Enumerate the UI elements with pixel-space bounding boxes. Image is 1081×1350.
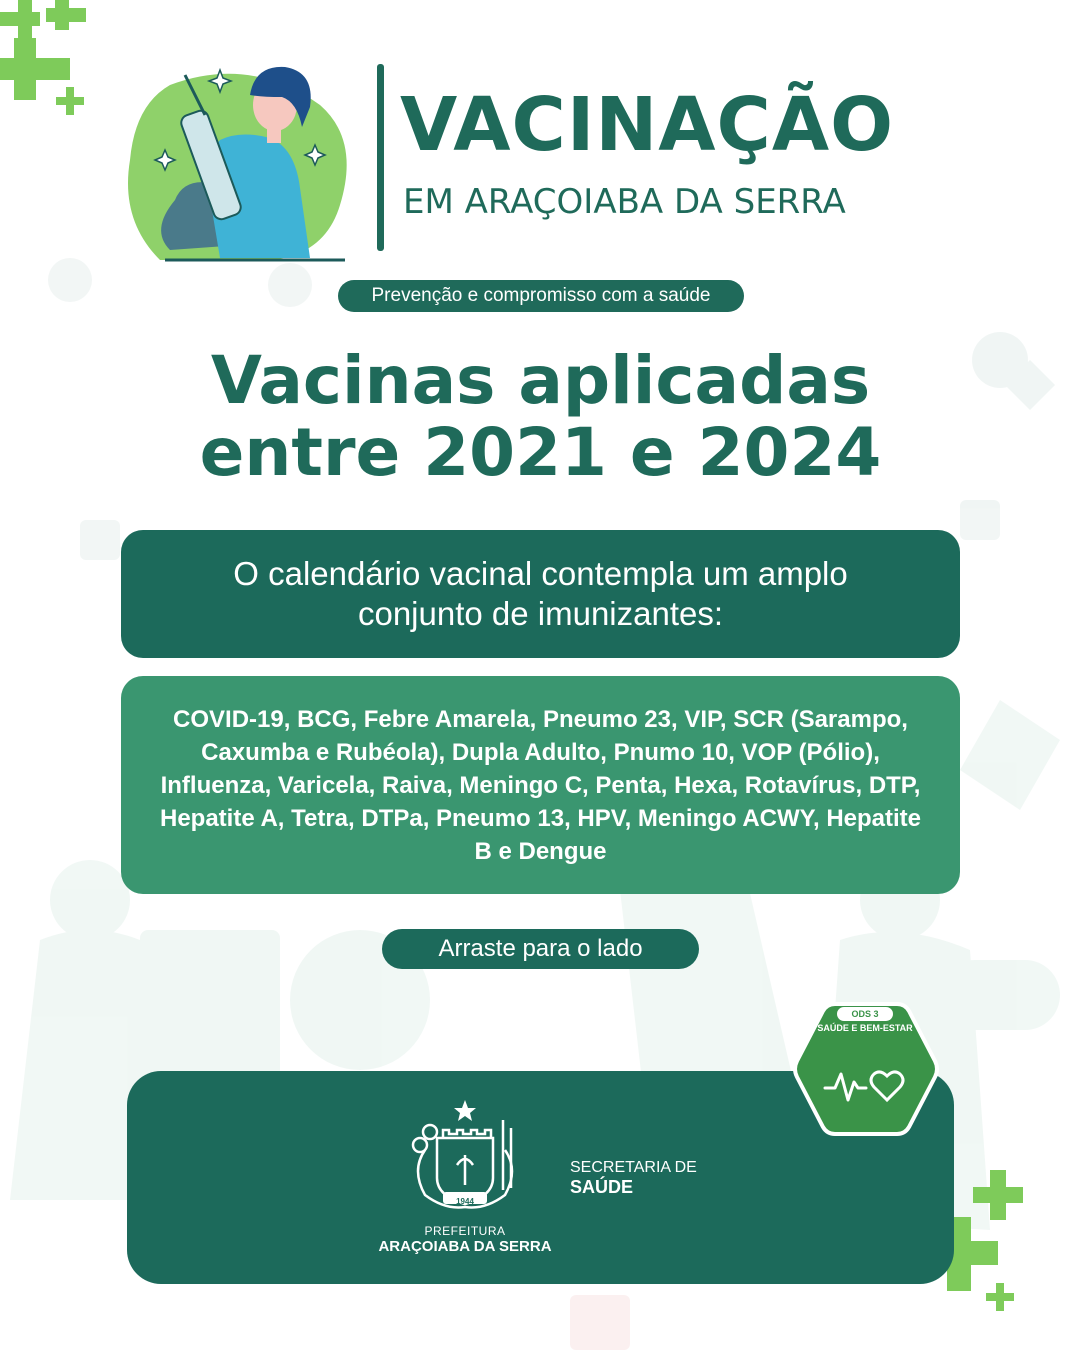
tagline-text: Prevenção e compromisso com a saúde (371, 285, 711, 306)
intro-card (121, 530, 960, 658)
footer-department: SAÚDE (570, 1177, 634, 1197)
nurse-illustration (125, 65, 355, 265)
swipe-hint-button[interactable] (382, 929, 699, 969)
headline (60, 342, 1021, 491)
footer-secretaria: SECRETARIA DE (570, 1159, 697, 1176)
title-divider (377, 64, 384, 251)
vaccines-card (121, 676, 960, 894)
star-icon (454, 1100, 476, 1121)
intro-text: O calendário vacinal contempla um amplo conjunto de imunizantes: (233, 555, 848, 632)
page-title: VACINAÇÃO (400, 82, 895, 168)
swipe-hint-text: Arraste para o lado (438, 935, 643, 962)
page-subtitle: EM ARAÇOIABA DA SERRA (403, 182, 846, 222)
ods-label: SAÚDE E BEM-ESTAR (817, 1023, 913, 1033)
tagline-badge (338, 280, 744, 312)
ods-badge: ODS 3 (837, 1007, 893, 1021)
footer-city-name: ARAÇOIABA DA SERRA (378, 1238, 552, 1255)
headline-line-2: entre 2021 e 2024 (199, 414, 882, 491)
ods-hexagon (791, 1000, 939, 1140)
emblem-year: 1944 (456, 1197, 474, 1206)
plus-icon (0, 0, 110, 120)
footer-prefeitura: PREFEITURA (424, 1224, 506, 1238)
headline-line-1: Vacinas aplicadas (210, 342, 871, 419)
vaccines-list-text: COVID-19, BCG, Febre Amarela, Pneumo 23, VIP, SCR (Sarampo, Caxumba e Rubéola), Dupla Adulto, Pnumo 10, VOP (Pólio), Influenza, Varicela, Raiva, Meningo C, Penta, Hexa, Rotavírus, DTP, Hepatite A, Tetra, DTPa, Pneumo 13, HPV, Meningo ACWY, Hepatite B e Dengue (159, 705, 922, 865)
